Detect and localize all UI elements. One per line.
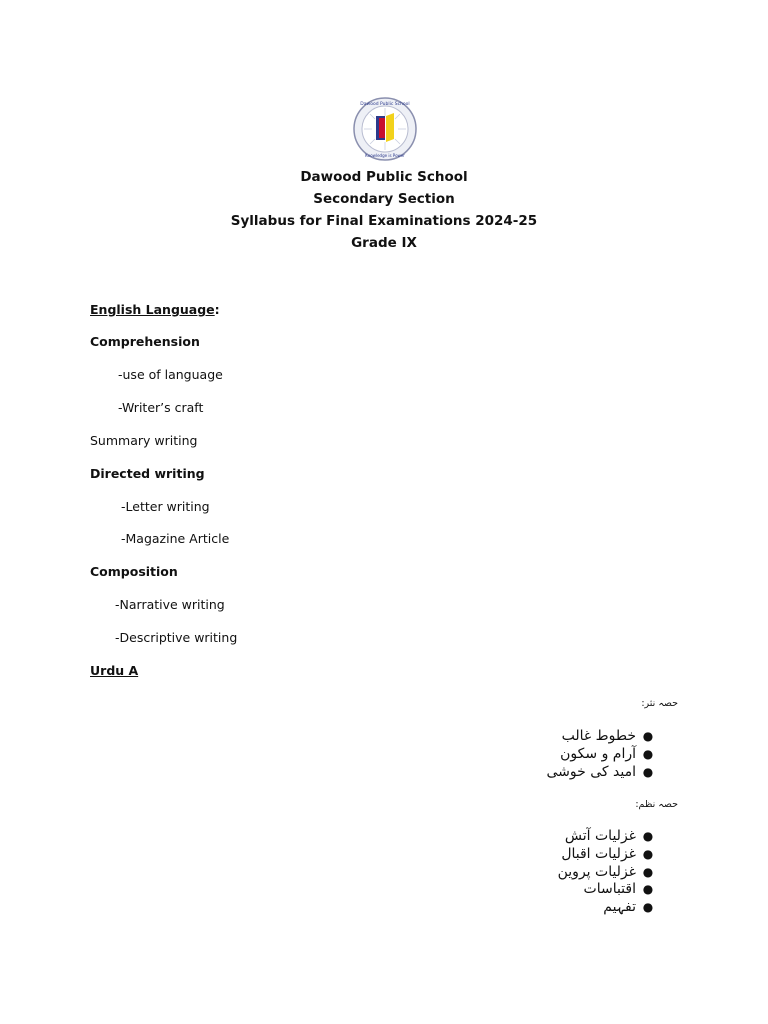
- document-header: [0, 166, 768, 254]
- list-item: -Descriptive writing: [115, 630, 238, 645]
- bullet-icon: ●: [642, 829, 654, 843]
- urdu-list-item: ●خطوط غالب: [562, 728, 660, 745]
- list-item: -Magazine Article: [121, 531, 230, 546]
- bullet-icon: ●: [642, 865, 654, 879]
- list-item: -Letter writing: [121, 499, 210, 514]
- urdu-prose-heading: حصہ نثر:: [641, 698, 678, 709]
- urdu-list-item: ●غزلیات اقبال: [561, 846, 660, 863]
- summary-heading: Summary writing: [90, 433, 198, 448]
- syllabus-title: Syllabus for Final Examinations 2024-25: [230, 213, 538, 229]
- urdu-list-item: ●غزلیات آتش: [565, 828, 660, 845]
- urdu-heading: Urdu A: [90, 663, 139, 678]
- urdu-poetry-heading: حصہ نظم:: [635, 799, 678, 810]
- urdu-list-item: ●غزلیات پروین: [558, 864, 660, 881]
- logo-top-text: Dawood Public School: [360, 102, 410, 107]
- list-item: -Writer’s craft: [118, 400, 204, 415]
- urdu-list-item: ●آرام و سکون: [560, 746, 660, 763]
- bullet-icon: ●: [642, 847, 654, 861]
- school-logo: [353, 96, 417, 162]
- school-name: Dawood Public School: [300, 169, 468, 185]
- grade-label: Grade IX: [351, 235, 417, 251]
- section-name: Secondary Section: [313, 191, 455, 207]
- bullet-icon: ●: [642, 729, 654, 743]
- bullet-icon: ●: [642, 900, 654, 914]
- urdu-list-item: ●اقتباسات: [584, 881, 660, 898]
- english-heading: English Language:: [90, 302, 220, 317]
- comprehension-heading: Comprehension: [90, 334, 200, 349]
- list-item: -use of language: [118, 367, 223, 382]
- bullet-icon: ●: [642, 882, 654, 896]
- list-item: -Narrative writing: [115, 597, 225, 612]
- urdu-list-item: ●تفہیم: [603, 899, 660, 916]
- bullet-icon: ●: [642, 765, 654, 779]
- logo-bottom-text: Knowledge is Power: [365, 153, 405, 158]
- directed-writing-heading: Directed writing: [90, 466, 205, 481]
- composition-heading: Composition: [90, 564, 178, 579]
- bullet-icon: ●: [642, 747, 654, 761]
- urdu-list-item: ●امید کی خوشی: [547, 764, 660, 781]
